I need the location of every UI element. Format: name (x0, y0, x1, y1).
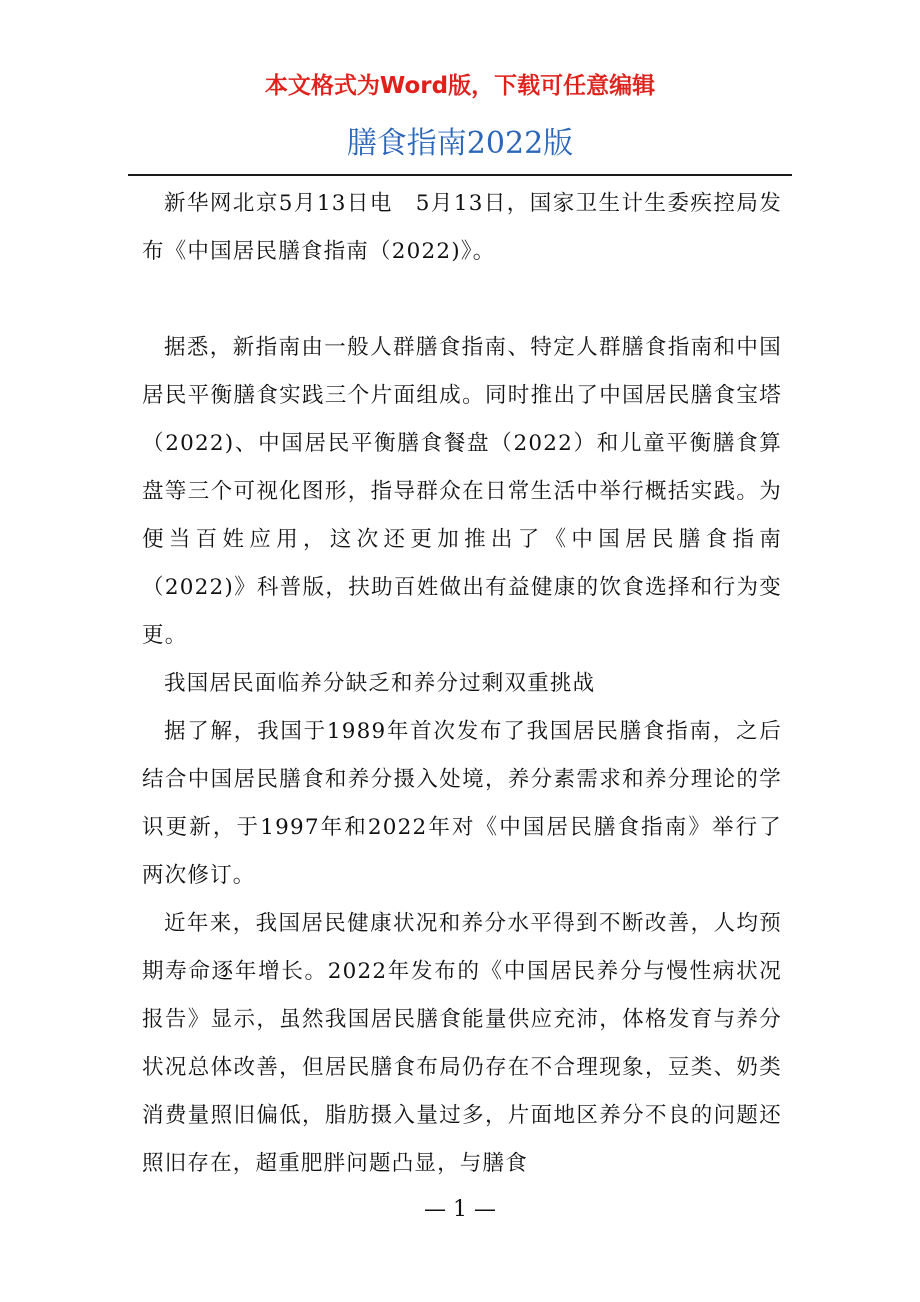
paragraph-history: 据了解，我国于1989年首次发布了我国居民膳食指南，之后结合中国居民膳食和养分摄入处境，养分素需求和养分理论的学识更新，于1997年和2022年对《中国居民膳食指南》举行了两次修订。 (142, 719, 782, 888)
document-body (142, 180, 782, 1188)
paragraph-intro: 新华网北京5月13日电 5月13日，国家卫生计生委疾控局发布《中国居民膳食指南（2022)》。 (142, 191, 782, 264)
editable-format-banner: 本文格式为Word版，下载可任意编辑 (264, 73, 656, 99)
page-number: — 1 — (424, 1197, 496, 1222)
paragraph-guideline-overview: 据悉，新指南由一般人群膳食指南、特定人群膳食指南和中国居民平衡膳食实践三个片面组成。同时推出了中国居民膳食宝塔（2022)、中国居民平衡膳食餐盘（2022）和儿童平衡膳食算盘等三个可视化图形，指导群众在日常生活中举行概括实践。为便当百姓应用，这次还更加推出了《中国居民膳食指南（2022)》科普版，扶助百姓做出有益健康的饮食选择和行为变更。 (142, 335, 782, 648)
document-title: 膳食指南2022版 (346, 126, 574, 161)
paragraph-spacer (142, 276, 782, 324)
paragraph-recent-status: 近年来，我国居民健康状况和养分水平得到不断改善，人均预期寿命逐年增长。2022年发布的《中国居民养分与慢性病状况报告》显示，虽然我国居民膳食能量供应充沛，体格发育与养分状况总体改善，但居民膳食布局仍存在不合理现象，豆类、奶类消费量照旧偏低，脂肪摄入量过多，片面地区养分不良的问题还照旧存在，超重肥胖问题凸显，与膳食 (142, 911, 782, 1176)
section-heading: 我国居民面临养分缺乏和养分过剩双重挑战 (164, 671, 596, 696)
title-divider (128, 174, 792, 176)
